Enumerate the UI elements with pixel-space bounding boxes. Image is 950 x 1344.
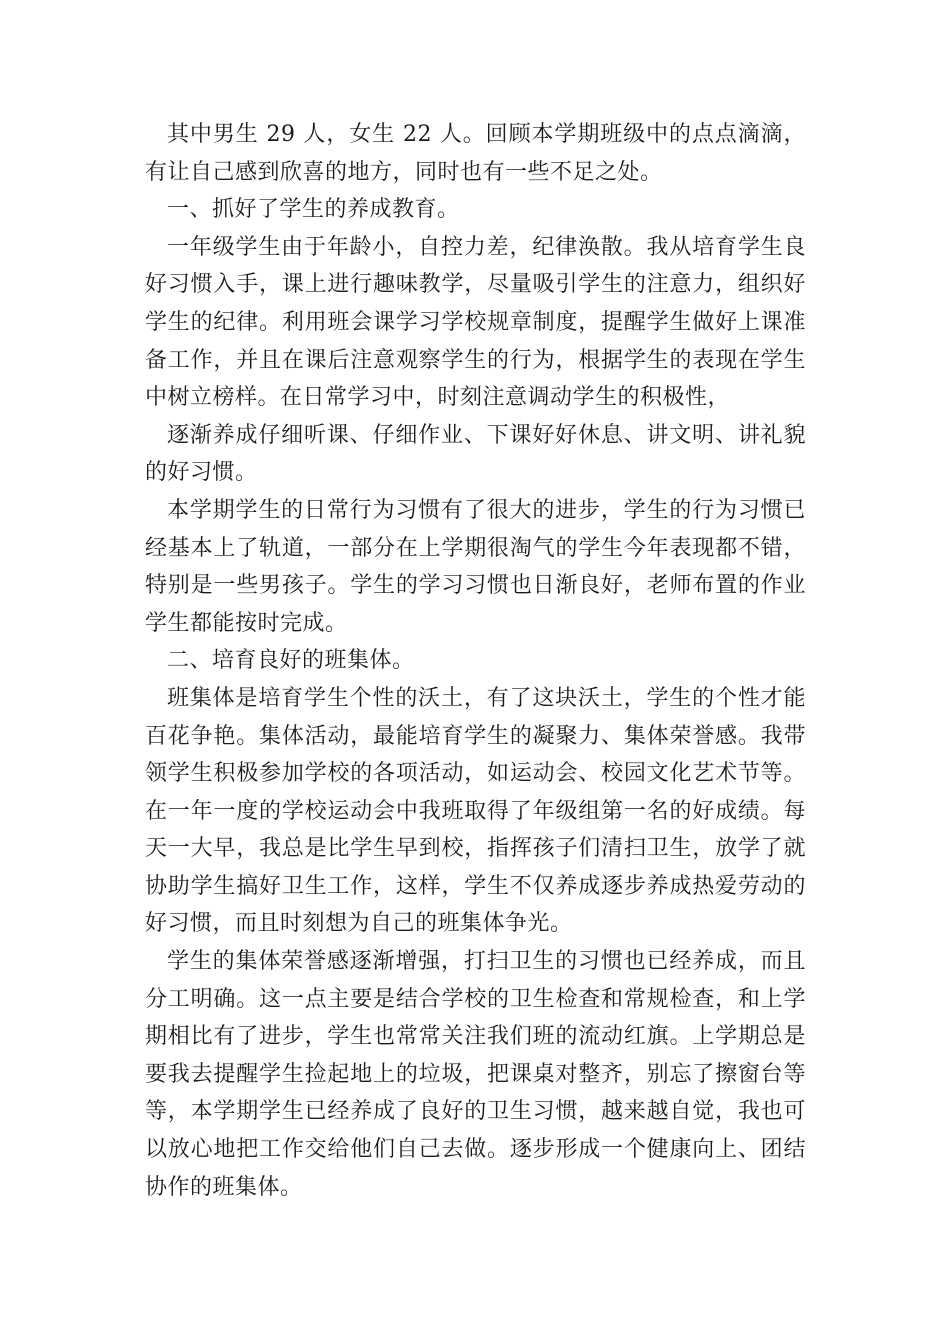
document-body — [145, 116, 806, 1206]
paragraph-intro: 其中男生 29 人，女生 22 人。回顾本学期班级中的点点滴滴，有让自己感到欣喜的地方，同时也有一些不足之处。 — [145, 122, 806, 185]
paragraph-hygiene: 学生的集体荣誉感逐渐增强，打扫卫生的习惯也已经养成，而且分工明确。这一点主要是结合学校的卫生检查和常规检查，和上学期相比有了进步，学生也常常关注我们班的流动红旗。上学期总是要我去提醒学生捡起地上的垃圾，把课桌对整齐，别忘了擦窗台等等，本学期学生已经养成了良好的卫生习惯，越来越自觉，我也可以放心地把工作交给他们自己去做。逐步形成一个健康向上、团结协作的班集体。 — [145, 949, 806, 1200]
section-heading-1: 一、抓好了学生的养成教育。 — [167, 197, 460, 223]
paragraph-class-collective: 班集体是培育学生个性的沃土，有了这块沃土，学生的个性才能百花争艳。集体活动，最能培育学生的凝聚力、集体荣誉感。我带领学生积极参加学校的各项活动，如运动会、校园文化艺术节等。在一年一度的学校运动会中我班取得了年级组第一名的好成绩。每天一大早，我总是比学生早到校，指挥孩子们清扫卫生，放学了就协助学生搞好卫生工作，这样，学生不仅养成逐步养成热爱劳动的好习惯，而且时刻想为自己的班集体争光。 — [145, 685, 806, 937]
paragraph-habits-continued: 逐渐养成仔细听课、仔细作业、下课好好休息、讲文明、讲礼貌的好习惯。 — [145, 422, 806, 486]
paragraph-progress: 本学期学生的日常行为习惯有了很大的进步，学生的行为习惯已经基本上了轨道，一部分在上学期很淘气的学生今年表现都不错，特别是一些男孩子。学生的学习习惯也日渐良好，老师布置的作业学生都能按时完成。 — [145, 497, 806, 636]
paragraph-habits: 一年级学生由于年龄小，自控力差，纪律涣散。我从培育学生良好习惯入手，课上进行趣味教学，尽量吸引学生的注意力，组织好学生的纪律。利用班会课学习学校规章制度，提醒学生做好上课准备工作，并且在课后注意观察学生的行为，根据学生的表现在学生中树立榜样。在日常学习中，时刻注意调动学生的积极性， — [145, 234, 806, 411]
section-heading-2: 二、培育良好的班集体。 — [167, 648, 415, 674]
